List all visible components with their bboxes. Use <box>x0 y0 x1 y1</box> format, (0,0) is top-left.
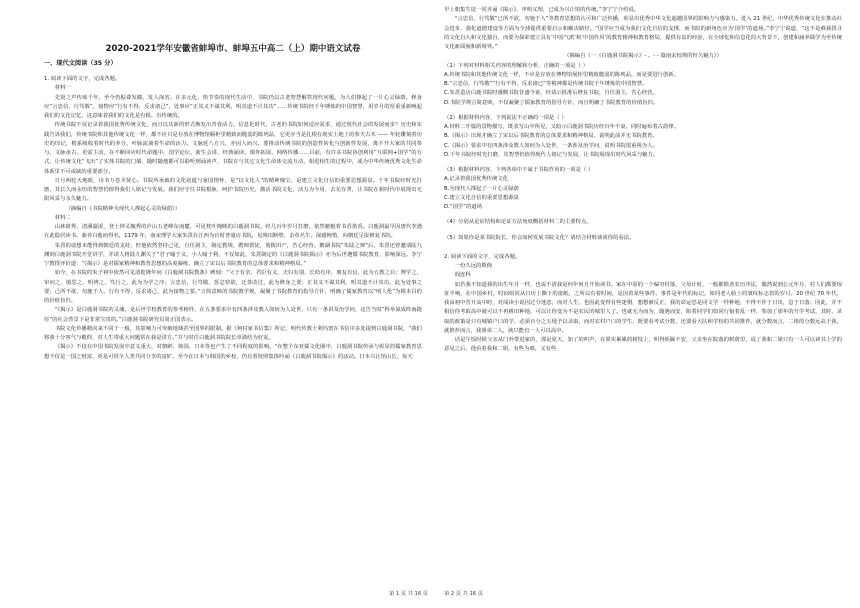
page-number-left: 第 1 页 共 16 页 <box>389 591 428 597</box>
paragraph: D.千年书院经时光打磨，其智慧仍值得现代人铭记与发展，让书院展现出时代风采与魅力。 <box>444 151 659 158</box>
paragraph: 如今，在书院的朱子祠中依然可见清乾隆年间《白鹿洞书院教条》碑刻：“父子有亲，君臣有义，夫妇有别，长幼有序，朋友有信，此为五教之目；博学之，审问之，慎思之，明辨之，笃行之，此为为学之序；言忠信，行笃敬，惩忿窒欲，迁善改过，此为修身之要；正其义不谋其利，明其道不计其功，此为处事之要；己所不欲，勿施于人，行有不得，反求诸己，此为接物之要。”言简意赅的书院教学规，凝聚了书院教育的指导方针，明确了儒家教育以“明人伦”为根本目的的价值旨归。 <box>44 270 422 304</box>
exam-title: 2020-2021学年安徽省蚌埠市、蚌埠五中高二（上）期中语文试卷 <box>105 44 361 54</box>
paragraph: 山林蔚秀，清溪潺湲，登上钟灵毓秀的庐山五老峰东南麓，可见枕叶掩映的白鹿洞书院。经几百年岁月打磨，依然魁魁着书香墨香。白鹿洞最早因唐代李渤在此隐居读书、豢养白鹿而得名，1179 年，南宋理学大家朱熹在江西为官时普通访书院，见残垣断壁，杂草丛生，深感惋惜，向朝廷呈报修复书院。 <box>44 224 422 240</box>
paragraph: D.书院学规言简意赅，不仅凝聚了儒家教育的指导方针，而且明确了书院教育的价值旨归。 <box>444 99 659 106</box>
paragraph: 材料一 <box>54 85 71 92</box>
paragraph: （4）分别从论证结构和论证方法角度概括材料二的主要特点。 <box>444 219 592 226</box>
paragraph: （3）根据材料内容，下列各项中不属于书院作用的一项是（ ） <box>444 167 594 173</box>
paragraph: C.朱熹造访白鹿书院时感慨书院昔盛今衰，经请示批准后修复书院，自任洞主，苦心经营。 <box>444 90 658 97</box>
spacer <box>444 243 842 253</box>
paragraph: A.记录着我国优秀传统文化 <box>444 176 509 183</box>
page-number-right: 第 2 页 共 16 页 <box>444 591 483 597</box>
paragraph: 话是午饭时候父亲从门外带进家的，那是夏天，知了的叫声，在果实累累的树枝上，叫得烦躁不安，父亲坐在院落的树荫里，说了我和二姐只有一人可以读书上学的意见之后，他看着我和二姐，有些为难，又有些 <box>444 337 842 353</box>
right-page-content <box>444 6 842 580</box>
paragraph: A.材料二开篇的景物描写，既表写山中所见，又暗示白鹿洞书院历经百年不衰、同时遍布着古韵律。 <box>444 124 680 130</box>
paragraph: B.为现代人撑起了一片心灵绿荫 <box>444 185 519 192</box>
paragraph: C.《揭示》要求中有四条涉及教人如何为人处世，一条涉及治学问，说明书院很重视为人。 <box>444 142 658 149</box>
paragraph: （2）根据材料内容，下列说法不正确的一项是（ ） <box>444 114 567 121</box>
paragraph: （摘编自《书院精神为现代人撑起心灵的绿荫》） <box>65 205 181 212</box>
paragraph: 朱熹的设想未能得到朝廷的支持，但他依然坚持己见，自任洞主，制定教规，聘师置徒，划拨田产，苦心经营。鹅湖书院“朱陆之辩”后，朱熹还曾邀请陆九渊到白鹿洞书院开堂讲学，并请人将陆九渊关于“君子喻于义，小人喻于利，不仅如此，朱熹制定的《白鹿洞书院揭示》亦为后世遵循书院教育，影响深远。李宁宁教授评价道：“《揭示》是对儒家精神和教育思想的高度凝练，确立了宋以后书院教育的总体要求和精神格局。” <box>44 242 422 267</box>
paragraph: （摘编自《一《白鹿洞书院揭示》- 、- - 篇南宋校规的恒久魅力》） <box>564 53 722 60</box>
paragraph: 材料二 <box>54 214 71 221</box>
paragraph: （1）下列对材料相关内容的理解和分析，正确的一项是（ ） <box>444 62 589 69</box>
paragraph: 书院文化传播精向来不同于一般，其影响力可突破地域甚至国界的限制。据《柯村家书信集》所记，明代传教士利玛窦在书信中多处提到白鹿洞书院，“我们将我十分客气与敬仰，对人生带重大问题常在我是讲方。”并与时任白鹿洞书院院长章潢结为好友。 <box>44 325 422 341</box>
paragraph: 《揭示》不仅在中国书院发展中意义重大，对朝鲜、韩国、日本等也产生了不同程度的影响。“在整个东亚儒文化圈中，白鹿洞书院传承与彰显的儒家教育思想不仅是一国之财富，更是可供全人类共同分享的富矿。至今在日本与韩国的乡校，仍有着按照集体吟诵《白鹿洞书院揭示》的活动。日本兴让馆山长，每天 <box>44 344 422 360</box>
paragraph: “《揭示》是白鹿洞书院的灵魂，是后世学校教育的参考榜样，在五条要求中有四条涉及教人如何为人处世，只有一条讲及治学问，这告当时“科举氮成终南捷径”的社会背景下是非常宝贵的。”白鹿洞书院研究员周正国表示。 <box>44 307 422 323</box>
paragraph: 一份久远的欺侮 <box>454 263 493 269</box>
paragraph: 传统书院不仅记录着我国优秀传统文化，而且以其新的形式焕发出青春活力。信息化时代，古老的书院如何适应需求，通过现代社会的发展而步？历史和实践告诉我们，传统书院和其他传统文化一样，都不应只是存放在博物馆橱柜里精致而脆弱的陈列品，它更应当是扎根在现实土地上的参天古木 —— 年轮雕刻着历史的印记，根系吸收着时代的养分，叶脉流淌着生命的活力。文脉延八方兴，亦因人而兴。要推动传统书院的创造性转化与创新性发展，离不开大家的共同参与。文脉承古，更需主动，在不断回应时代命题中，国学论坛、新生会讲、经典诵读、课外拓展、网络传播……目前，有许多书院协创利用“互联网+国学”的方式，让传统文化“飞出”了实体书院的门墙，随时随地都可以聆听到诵读声，书院在与其它文化生命体交流互动、相进相生的过程中，成为中华传统优秀文化生命体系里不可或缺的重要部分。 <box>44 122 422 175</box>
paragraph: B.《揭示》出现才确立了宋以后书院教育的总体要求和精神格局，说明此前并无书院教育。 <box>444 133 658 140</box>
paragraph: 阎连科 <box>454 272 471 279</box>
paragraph: 如若我不知道我的出生年月一样，也说不清我是何年何月开始读书。家在中原的一个偏穷村落，父母计时，一般都惯者农历序法，偶然说到公元年月，村人们都要惊征半响，在中国乡村，时间如同从日历上撕下的废纸，之所以有着时间，是因着某些事件、事件是年代的标记。如同老人脸上的皱纹标志着的岁月。20 世纪 70 年代，我由初中晋升高中时，对阅读小说因过分迷恋，而对人生，也因此变得有些迷惘，想想被反正，我的命运恐是同文学一样种地，不得不作于日出，息于日落；因此，并不相信你考取高中就可以不再耕田种地，可以让你变为不是农民的城里人了。也就无为而为，随遇而安，陷着同学们如同行狼着乱一样，参加了那年的升学考试，其时，录取的政策是只有城镇户口的学，必须百分之五地予以录取，而对农村户口的学生，既要看考试分数，还要看大队和学校的共同推荐，就分数而言，二组的分数远高于我，就推荐而言，我姐弟二人，就只能有一人可以高中。 <box>444 281 842 334</box>
right-page-body <box>444 6 842 355</box>
paragraph: （5）如果你是某书院院长，你会如何发展书院文化？请结合材料谈谈你的看法。 <box>444 234 635 241</box>
paragraph: 日月两轮天地眼，诗书万卷圣贤心。书院所承载的文化底蕴与家国情怀，是“以文化人”的精神瑰宝，是建立文化自信的重要思想源泉。千年书院经时光打磨，其长久而永恒的智慧仍值得我们人铭记与发展。我们应守住书院根脉，呵护书院历史，激活书院文化，活力为今用，去芜存菁，让书院在新时代中展现出无限风采与永久魅力。 <box>44 177 422 203</box>
section-heading: 一、现代文阅读（35 分） <box>44 60 117 67</box>
right-page <box>436 0 860 608</box>
paragraph: B.“言忠信，行笃敬”“行有不得，反求诸已”等精神都是传统书院千年锤炼的中国智慧。 <box>444 81 648 87</box>
left-page-content <box>44 6 422 580</box>
paragraph: 1. 阅读下面的文字，完成各题。 <box>44 76 121 82</box>
paragraph: A.传统书院和其他传统文化一样，不应是存放在博物馆展柜里精致脆弱的陈列品，而是要进行创新。 <box>444 71 680 78</box>
paragraph: “言忠信，行笃敬”已所不欲，勿施于人”等教育思想的认可和广泛传播，彰显出优秀中华文化超越国界的影响力与感染力。进入 21 世纪，中华优秀传统文化在推动社会进步，强化道德建设等方面为全球提供重要启示和解决路径。“国学应当成为我们文化自信的支撑，而书院的新角色应为‘国学’的道场。”李宁宁说道，“这不是难我找寻的文化自大和文化独自，而要为探索建立具有‘中国气派’和‘中国作风’的教育精神和教育格局，提供有益的经验，在全球化和信息化的大背景下，创建和涵养儒学为至传统文化新面貌和新境界。” <box>444 16 842 50</box>
paragraph: 先贤之声传颂千年，至今仍振聋发聩，发人深省。在多元化、快节奏的现代生活中，书院仍以古老智慧解答现代问题。为人们撑起了一片心灵绿荫。修身应“言忠信，行笃敬”，接物应“行有不得，反求诸己”，处事应“正其义不谋其利，明其道不计其功”……传统书院经千年锤炼的中国智慧，用岁月的厚重重新唤起我们的文化记忆，这意味着我们的文化是有根、有传统的。 <box>44 94 422 119</box>
left-page-body <box>44 75 422 362</box>
paragraph: C.建立文化自信的重要思想源泉 <box>444 194 519 201</box>
paragraph: D.“国学”的道场 <box>444 204 483 210</box>
paragraph: 早上朝集生徒一同齐诵《揭示》，申明义理，已成为兴让馆的传统。”李宁宁介绍说。 <box>444 7 640 13</box>
paragraph: 2. 阅读下面的文字，完成各题。 <box>444 253 521 260</box>
